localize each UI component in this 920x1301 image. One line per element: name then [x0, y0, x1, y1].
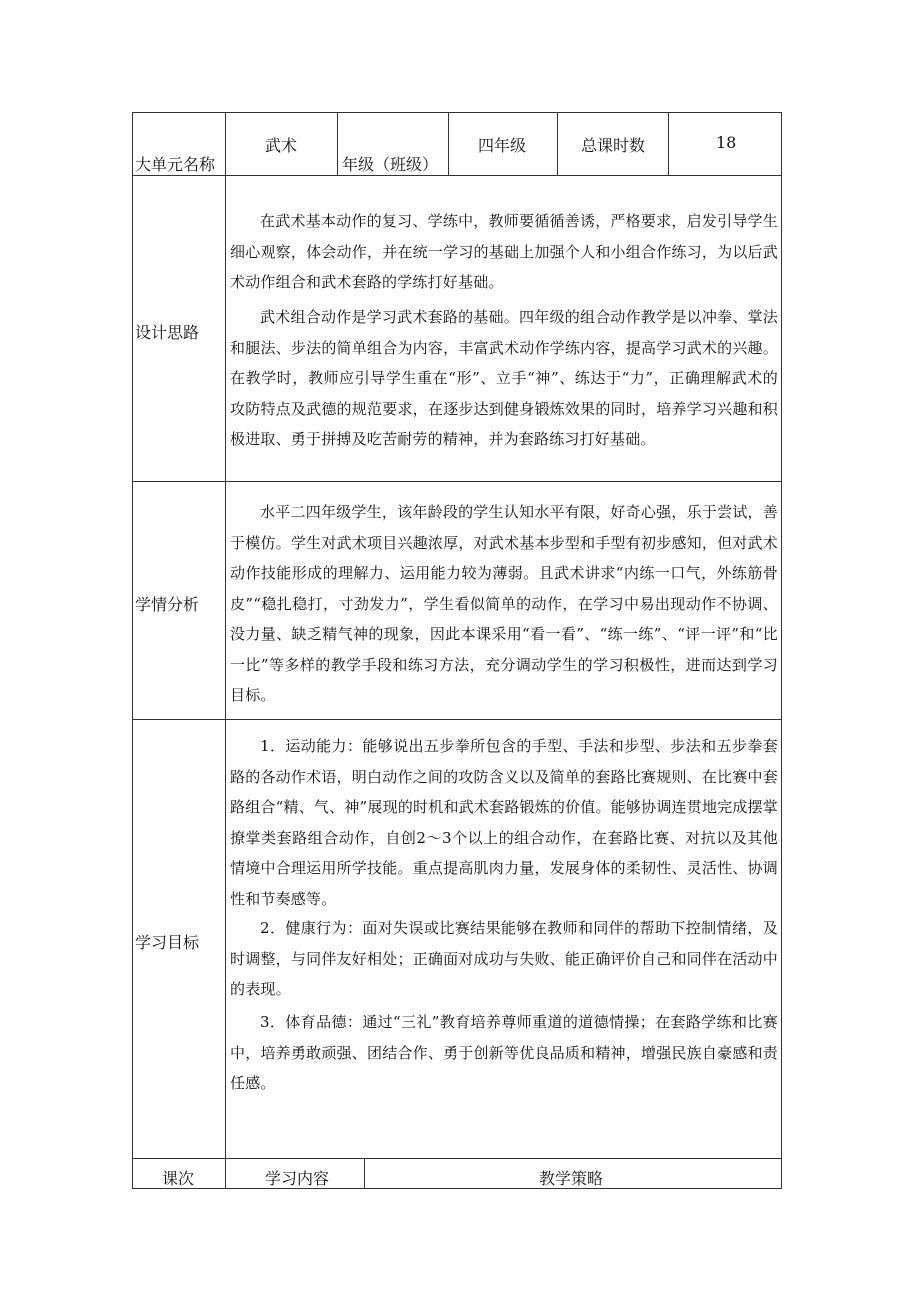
teaching-strategy-header: 教学策略 — [539, 1169, 604, 1188]
footer-divider-1 — [225, 1158, 226, 1188]
label-column-divider — [225, 112, 226, 1159]
header-divider-5 — [668, 112, 669, 175]
total-hours-label: 总课时数 — [581, 136, 646, 155]
grade-label: 年级（班级） — [342, 155, 439, 174]
table-border-right — [781, 112, 782, 1189]
unit-name-value: 武术 — [265, 136, 298, 155]
row-divider-analysis — [132, 719, 782, 720]
goals-label: 学习目标 — [135, 933, 200, 952]
row-divider-goals — [132, 1158, 782, 1159]
design-paragraph-1: 在武术基本动作的复习、学练中，教师要循循善诱，严格要求，启发引导学生细心观察，体会动作，并在统一学习的基础上加强个人和小组合作练习，为以后武术动作组合和武术套路的学练打好基础。 — [230, 212, 778, 291]
goals-paragraph-3: 3．体育品德：通过“三礼”教育培养尊师重道的道德情操；在套路学练和比赛中，培养勇敢顽强、团结合作、勇于创新等优良品质和精神，增强民族自豪感和责任感。 — [230, 1013, 778, 1092]
table-border-top — [132, 112, 782, 113]
table-border-bottom — [132, 1188, 782, 1189]
learning-content-header: 学习内容 — [265, 1169, 330, 1188]
lesson-number-header: 课次 — [162, 1169, 195, 1188]
row-divider-design — [132, 481, 782, 482]
footer-divider-2 — [364, 1158, 365, 1188]
header-divider-2 — [337, 112, 338, 175]
table-border-left — [132, 112, 133, 1189]
analysis-label: 学情分析 — [135, 595, 200, 614]
header-divider-3 — [448, 112, 449, 175]
header-divider-4 — [557, 112, 558, 175]
grade-value: 四年级 — [478, 136, 527, 155]
design-paragraph-2: 武术组合动作是学习武术套路的基础。四年级的组合动作教学是以冲拳、掌法和腿法、步法的简单组合为内容，丰富武术动作学练内容，提高学习武术的兴趣。在教学时，教师应引导学生重在“形”、立手“神”、练达于“力”，正确理解武术的攻防特点及武德的规范要求，在逐步达到健身锻炼效果的同时，培养学习兴趣和积极进取、勇于拼搏及吃苦耐劳的精神，并为套路练习打好基础。 — [230, 308, 778, 448]
unit-name-label: 大单元名称 — [135, 155, 216, 174]
goals-paragraph-1: 1．运动能力：能够说出五步拳所包含的手型、手法和步型、步法和五步拳套路的各动作术语，明白动作之间的攻防含义以及简单的套路比赛规则、在比赛中套路组合“精、气、神”展现的时机和武术套路锻炼的价值。能够协调连贯地完成摆掌撩掌类套路组合动作，自创2～3个以上的组合动作，在套路比赛、对抗以及其他情境中合理运用所学技能。重点提高肌肉力量，发展身体的柔韧性、灵活性、协调性和节奏感等。 — [230, 737, 778, 908]
total-hours-value: 18 — [716, 133, 737, 152]
row-divider-header — [132, 175, 782, 176]
analysis-paragraph: 水平二四年级学生，该年龄段的学生认知水平有限，好奇心强，乐于尝试，善于模仿。学生对武术项目兴趣浓厚，对武术基本步型和手型有初步感知，但对武术动作技能形成的理解力、运用能力较为薄弱。且武术讲求“内练一口气，外练筋骨皮”“稳扎稳打，寸劲发力”，学生看似简单的动作，在学习中易出现动作不协调、没力量、缺乏精气神的现象，因此本课采用“看一看”、“练一练”、“评一评”和“比一比”等多样的教学手段和练习方法，充分调动学生的学习积极性，进而达到学习目标。 — [230, 503, 778, 704]
goals-paragraph-2: 2．健康行为：面对失误或比赛结果能够在教师和同伴的帮助下控制情绪，及时调整，与同伴友好相处；正确面对成功与失败、能正确评价自己和同伴在活动中的表现。 — [230, 919, 778, 998]
design-label: 设计思路 — [135, 323, 200, 342]
